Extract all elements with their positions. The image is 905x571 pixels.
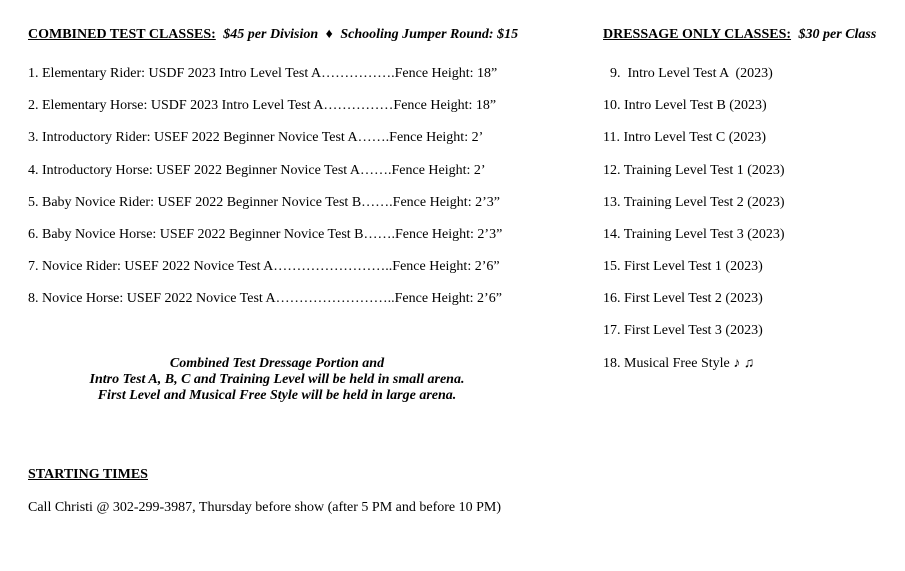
list-item: 16. First Level Test 2 (2023) [603,291,763,306]
starting-times-text: Call Christi @ 302-299-3987, Thursday before show (after 5 PM and before 10 PM) [28,500,501,515]
list-item: 2. Elementary Horse: USDF 2023 Intro Level Test A……………Fence Height: 18” [28,98,497,113]
arena-note-line: Intro Test A, B, C and Training Level will be held in small arena. [89,372,465,387]
dressage-classes-price: $30 per Class [798,27,877,42]
list-item: 8. Novice Horse: USEF 2022 Novice Test A……………………..Fence Height: 2’6” [28,291,502,306]
list-item: 5. Baby Novice Rider: USEF 2022 Beginner Novice Test B…….Fence Height: 2’3” [28,195,500,210]
dressage-classes-heading [603,27,876,43]
list-item: 14. Training Level Test 3 (2023) [603,227,785,242]
list-item: 12. Training Level Test 1 (2023) [603,163,785,178]
combined-classes-heading [28,27,518,43]
list-item: 9. Intro Level Test A (2023) [603,66,773,81]
list-item: 15. First Level Test 1 (2023) [603,259,763,274]
list-item: 3. Introductory Rider: USEF 2022 Beginner Novice Test A…….Fence Height: 2’ [28,130,484,145]
diamond-separator-icon: ♦ [325,27,333,42]
jumper-round-price: Schooling Jumper Round: $15 [340,27,519,42]
arena-note-line: First Level and Musical Free Style will be held in large arena. [97,388,457,403]
list-item: 6. Baby Novice Horse: USEF 2022 Beginner Novice Test B…….Fence Height: 2’3” [28,227,503,242]
list-item: 13. Training Level Test 2 (2023) [603,195,785,210]
arena-note-line: Combined Test Dressage Portion and [169,356,385,371]
combined-classes-price: $45 per Division [223,27,319,42]
list-item: 7. Novice Rider: USEF 2022 Novice Test A……………………..Fence Height: 2’6” [28,259,500,274]
list-item: 11. Intro Level Test C (2023) [603,130,767,145]
list-item: 18. Musical Free Style ♪ ♫ [603,356,755,371]
dressage-classes-title: DRESSAGE ONLY CLASSES: [603,27,792,42]
list-item: 17. First Level Test 3 (2023) [603,323,763,338]
starting-times-heading: STARTING TIMES [28,467,148,482]
list-item: 4. Introductory Horse: USEF 2022 Beginner Novice Test A…….Fence Height: 2’ [28,163,486,178]
list-item: 1. Elementary Rider: USDF 2023 Intro Level Test A…………….Fence Height: 18” [28,66,498,81]
list-item: 10. Intro Level Test B (2023) [603,98,767,113]
arena-note [60,356,494,404]
combined-classes-title: COMBINED TEST CLASSES: [28,27,216,42]
